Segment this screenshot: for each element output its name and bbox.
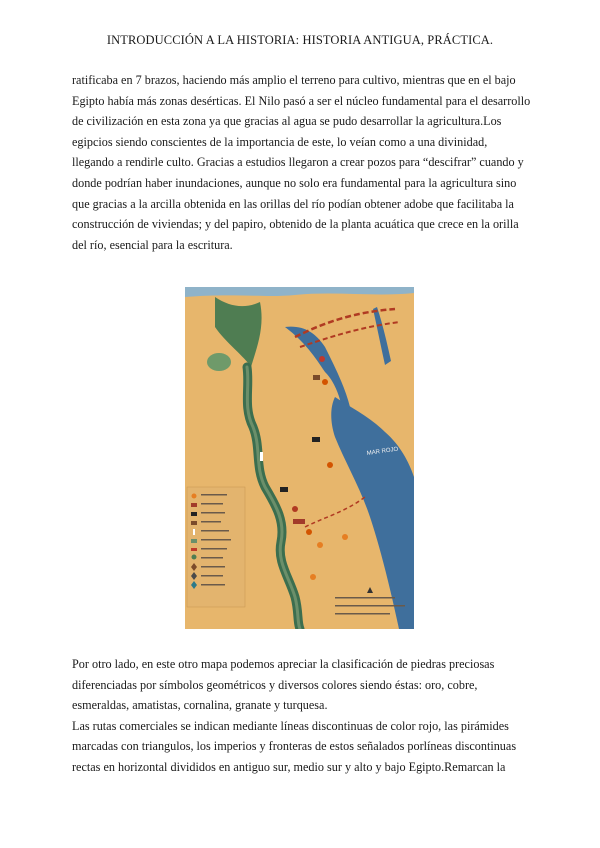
text-line: donde podrían haber inundaciones, aunque no solo era fundamental para la agricultura sino (72, 175, 517, 190)
legend-text-placeholder (201, 503, 223, 505)
legend-text-placeholder (201, 494, 227, 496)
legend-text-placeholder (335, 605, 405, 607)
legend-text-placeholder (335, 613, 390, 615)
legend-text-placeholder (335, 597, 395, 599)
text-line: Las rutas comerciales se indican mediante líneas discontinuas de color rojo, las pirámides (72, 718, 509, 733)
legend-text-placeholder (201, 512, 225, 514)
egypt-map-figure (185, 287, 414, 629)
legend-symbol (191, 512, 197, 516)
text-line: que gracias a la arcilla obtenida en las orillas del río podían obtener adobe que facilitaba la (72, 196, 514, 211)
text-line: llegando a rendirle culto. Gracias a estudios llegaron a crear pozos para “descifrar” cuando y (72, 155, 524, 170)
site-marker (293, 519, 305, 524)
legend-text-placeholder (201, 584, 225, 586)
site-marker (327, 462, 333, 468)
text-line: esmeraldas, amatistas, cornalina, granate y turquesa. (72, 698, 328, 713)
site-marker (322, 379, 328, 385)
site-marker (342, 534, 348, 540)
text-line: marcadas con triangulos, los imperios y fronteras de estos señalados porlíneas discontinuas (72, 739, 517, 754)
legend-text-placeholder (201, 575, 223, 577)
legend-symbol (192, 555, 197, 560)
text-line: Egipto había más zonas desérticas. El Nilo pasó a ser el núcleo fundamental para el desarrollo (72, 93, 531, 108)
text-line: del río, esencial para la escritura. (72, 237, 233, 252)
legend-symbol (191, 539, 197, 543)
text-line: Por otro lado, en este otro mapa podemos apreciar la clasificación de piedras preciosas (72, 657, 495, 671)
sea-label: MAR ROJO (366, 446, 399, 457)
text-line: egipcios siendo conscientes de la importancia de este, lo veían como a una divinidad, (72, 134, 488, 149)
legend-symbol (191, 521, 197, 525)
legend-text-placeholder (201, 566, 225, 568)
legend-text-placeholder (201, 557, 223, 559)
legend-symbol (191, 503, 197, 507)
site-marker (312, 437, 320, 442)
legend-text-placeholder (201, 530, 229, 532)
site-marker (317, 542, 323, 548)
legend-symbol (193, 529, 195, 535)
site-marker (260, 452, 263, 461)
text-line: rectas en horizontal divididos en antiguo sur, medio sur y alto y bajo Egipto.Remarcan la (72, 759, 506, 774)
egypt-map (185, 287, 414, 629)
text-line: ratificaba en 7 brazos, haciendo más amplio el terreno para cultivo, mientras que en el bajo (72, 73, 516, 87)
text-line: de civilización en esta zona ya que gracias al agua se pudo desarrollar la agricultura.Los (72, 114, 502, 129)
legend-text-placeholder (201, 548, 227, 550)
text-line: diferenciadas por símbolos geométricos y diversos colores siendo éstas: oro, cobre, (72, 677, 478, 692)
site-marker (310, 574, 316, 580)
paragraph-nile (72, 70, 532, 255)
faiyum-oasis (207, 353, 231, 371)
page-header: INTRODUCCIÓN A LA HISTORIA: HISTORIA ANTIGUA, PRÁCTICA. (106, 33, 494, 47)
legend-text-placeholder (201, 521, 221, 523)
site-marker (292, 506, 298, 512)
site-marker (313, 375, 320, 380)
legend-symbol (192, 494, 197, 499)
site-marker (306, 529, 312, 535)
site-marker (319, 356, 325, 362)
legend-text-placeholder (201, 539, 231, 541)
legend-symbol (191, 548, 197, 551)
site-marker (280, 487, 288, 492)
paragraph-map-description (72, 654, 532, 778)
text-line: construcción de viviendas; y del papiro, obtenido de la planta acuática que crece en la orilla (72, 217, 519, 232)
